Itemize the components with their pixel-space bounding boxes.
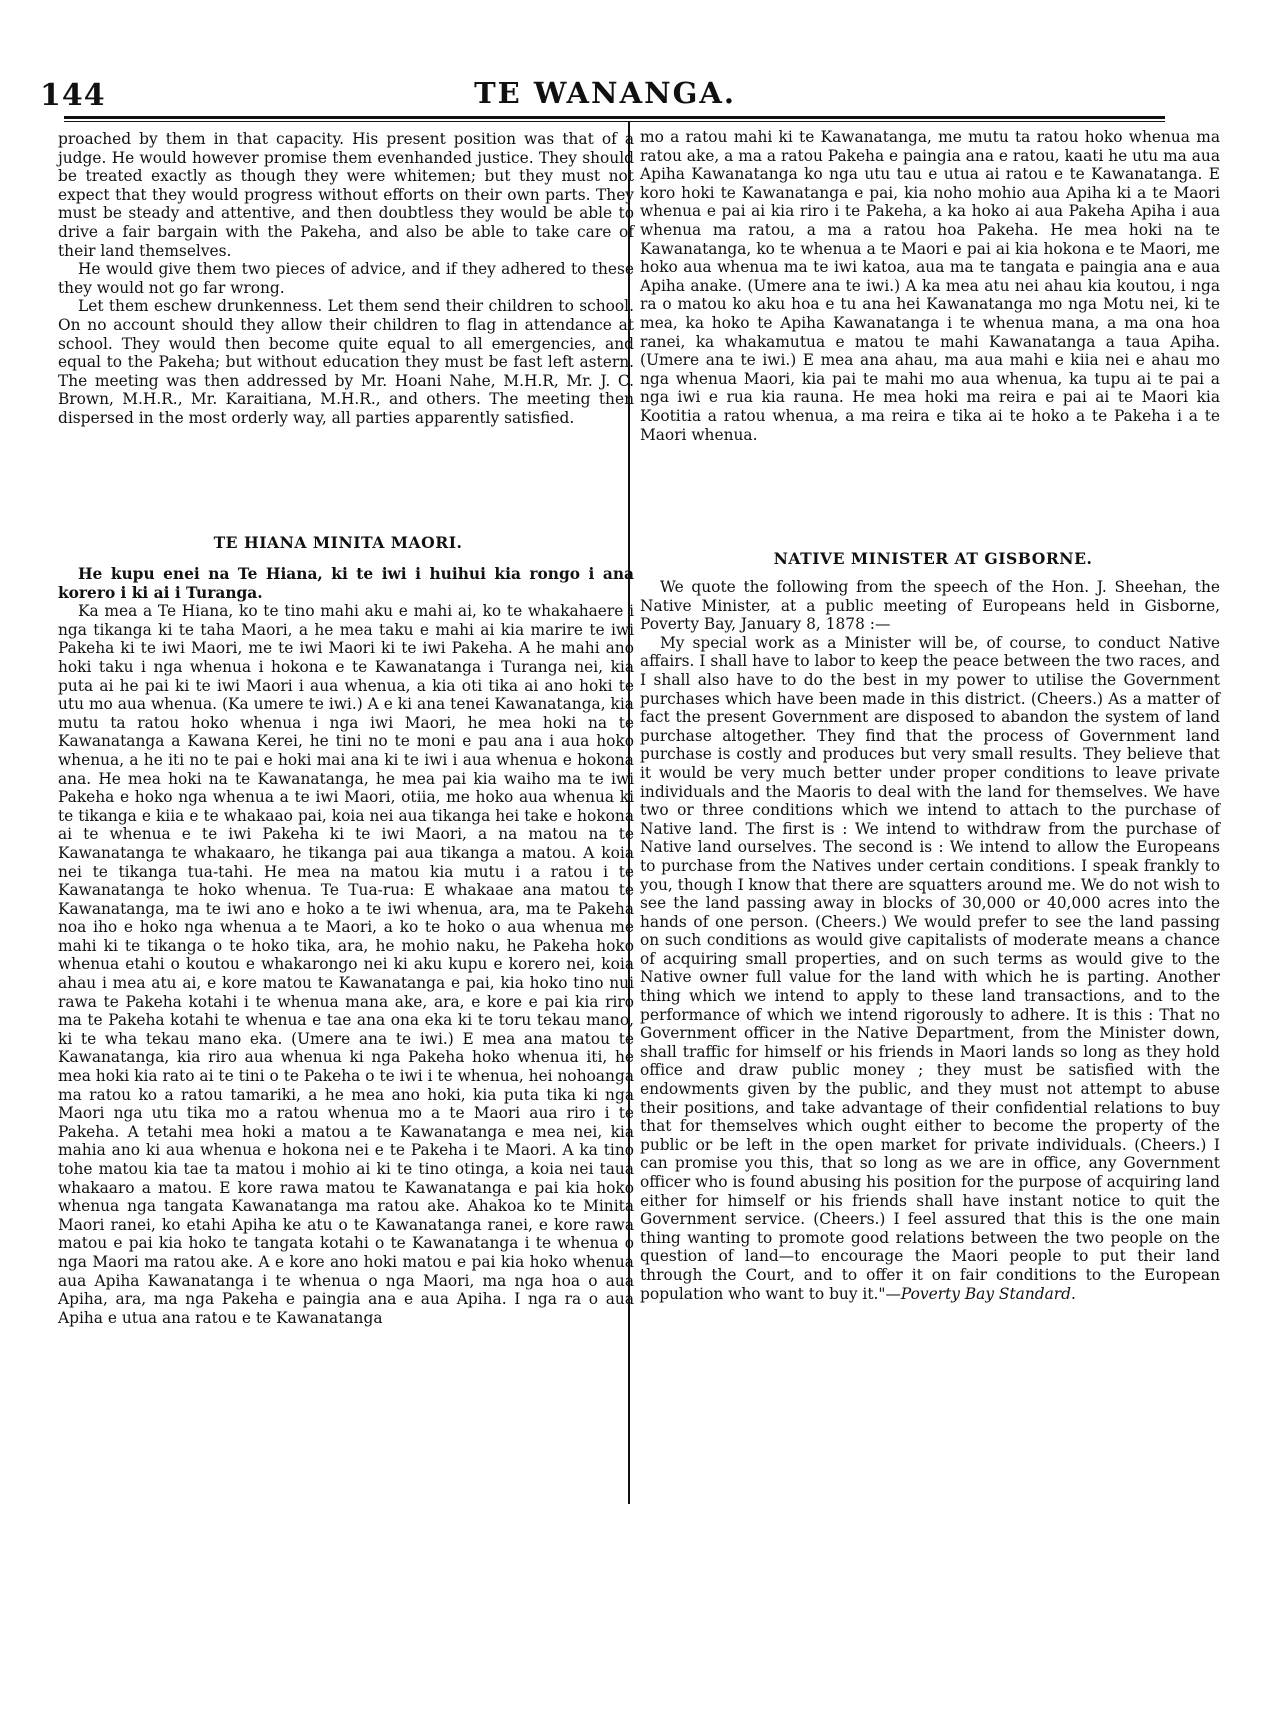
header-rule-thin bbox=[64, 121, 1165, 122]
source-credit: Poverty Bay Standard. bbox=[900, 1284, 1076, 1303]
header-rule bbox=[64, 116, 1165, 119]
left-column-article bbox=[58, 565, 634, 1327]
paragraph: mo a ratou mahi ki te Kawanatanga, me mutu ta ratou hoko whenua ma ratou ake, a ma a ratou Pakeha e paingia ana e ratou, kaati he utu ma aua Apiha Kawanatanga ko nga utu tau e utua ai ratou e te Kawanatanga. E koro hoki te Kawanatanga e pai, kia noho mohio aua Apiha ki a te Maori whenua e pai ai kia riro i te Pakeha, a ka hoko ai aua Pakeha Apiha i aua whenua ma ratou, a ma a ratou hoa Pakeha. He mea hoki na te Kawanatanga, ko te whenua a te Maori e pai ai kia hokona e te Maori, me hoko aua whenua ma te iwi katoa, aua ma te tangata e paingia ana e aua Apiha anake. (Umere ana te iwi.) A ka mea atu nei ahau kia koutou, i nga ra o matou ko aku hoa e tu ana hei Kawanatanga mo nga Motu nei, ki te mea, ka hoko te Apiha Kawanatanga i te whenua mana, a ma ona hoa ranei, ka whakamutua e matou te mahi Kawanatanga a taua Apiha. (Umere ana te iwi.) E mea ana ahau, ma aua mahi e kiia nei e ahau mo nga whenua Maori, kia pai te mahi mo aua whenua, ka tupu ai te pai a nga iwi e rua kia rauna. He mea hoki ma reira e pai ai te Maori kia Kootitia a ratou whenua, a ma reira e tika ai te hoko a te Pakeha i a te Maori whenua. bbox=[640, 128, 1220, 444]
right-column-article bbox=[640, 578, 1220, 1303]
article-intro: We quote the following from the speech of the Hon. J. Sheehan, the Native Minister, at a public meeting of Europeans held in Gisborne, Poverty Bay, January 8, 1878 :— bbox=[640, 578, 1220, 634]
paragraph: proached by them in that capacity. His present position was that of a judge. He would however promise them evenhanded justice. They should be treated exactly as though they were whitemen; but they must not expect that they would progress without efforts on their own parts. They must be steady and attentive, and then doubtless they would be able to drive a fair bargain with the Pakeha, and also be able to take care of their land themselves. bbox=[58, 130, 634, 260]
paragraph: He would give them two pieces of advice, and if they adhered to these they would not go far wrong. bbox=[58, 260, 634, 297]
paragraph: Let them eschew drunkenness. Let them send their children to school. On no account should they allow their children to flag in attendance at school. They would then become quite equal to all emergencies, and equal to the Pakeha; but without education they must be fast left astern. The meeting was then addressed by Mr. Hoani Nahe, M.H.R, Mr. J. C. Brown, M.H.R., Mr. Karaitiana, M.H.R., and others. The meeting then dispersed in the most orderly way, all parties apparently satisfied. bbox=[58, 297, 634, 427]
running-head bbox=[40, 78, 1170, 112]
speech-text: My special work as a Minister will be, of course, to conduct Native affairs. I shall have to labor to keep the peace between the two races, and I shall also have to do the best in my power to utilise the Government purchases which have been made in this district. (Cheers.) As a matter of fact the present Government are disposed to abandon the system of land purchase altogether. They find that the process of Government land purchase is costly and produces but very small results. They believe that it would be very much better under proper conditions to leave private individuals and the Maoris to deal with the land for themselves. We have two or three conditions which we intend to attach to the purchase of Native land. The first is : We intend to withdraw from the purchase of Native land ourselves. The second is : We intend to allow the Europeans to purchase from the Natives under certain conditions. I speak frankly to you, though I know that there are squatters around me. We do not wish to see the land passing away in blocks of 30,000 or 40,000 acres into the hands of one person. (Cheers.) We would prefer to see the land passing on such conditions as would give capitalists of moderate means a chance of acquiring small properties, and on such terms as would give to the Native owner full value for the land with which he is parting. Another thing which we intend to apply to these land transactions, and to the performance of which we intend rigorously to adhere. It is this : That no Government officer in the Native Department, from the Minister down, shall traffic for himself or his friends in Maori lands so long as they hold office and draw public money ; they must be satisfied with the endowments given by the public, and they must not attempt to abuse their positions, and take advantage of their confidential relations to buy that for themselves which ought either to become the property of the public or be left in the open market for private individuals. (Cheers.) I can promise you this, that so long as we are in office, any Government officer who is found abusing his position for the purpose of acquiring land either for himself or his friends shall have instant notice to quit the Government service. (Cheers.) I feel assured that this is the one main thing wanting to promote good relations between the two people on the question of land—to encourage the Maori people to put their land through the Court, and to offer it on fair conditions to the European population who want to buy it."— bbox=[640, 633, 1220, 1303]
left-column-continuation bbox=[58, 130, 634, 428]
article-body bbox=[640, 634, 1220, 1303]
page-number: 144 bbox=[40, 78, 106, 113]
right-column-continuation bbox=[640, 128, 1220, 444]
article-lead: He kupu enei na Te Hiana, ki te iwi i huihui kia rongo i ana korero i ki ai i Turanga. bbox=[58, 565, 634, 602]
article-heading-te-hiana: TE HIANA MINITA MAORI. bbox=[213, 533, 463, 552]
masthead-title: TE WANANGA. bbox=[474, 76, 736, 110]
article-body: Ka mea a Te Hiana, ko te tino mahi aku e mahi ai, ko te whakahaere i nga tikanga ki te taha Maori, a he mea taku e mahi ai kia marire te iwi Pakeha ki te iwi Maori, me te iwi Maori ki te iwi Pakeha. A he mahi ano hoki taku i nga whenua i hokona e te Kawanatanga i Turanga nei, kia puta ai he pai ki te iwi Maori i aua whenua, a kia oti tika ai ano hoki te utu mo aua whenua. (Ka umere te iwi.) A e ki ana tenei Kawanatanga, kia mutu ta ratou hoko whenua i nga iwi Maori, he mea hoki na te Kawanatanga a Kawana Kerei, he tini no te moni e pau ana i aua hoko whenua, a he iti no te pai e hoki mai ana ki te iwi i aua whenua e hokona ana. He mea hoki na te Kawanatanga, he mea pai kia waiho ma te iwi Pakeha e hoko nga whenua a te iwi Maori, otiia, me hoko aua whenua ki te tikanga e kiia e te whakaao pai, koia nei aua tikanga hei take e hokona ai te whenua e te iwi Pakeha ki te iwi Maori, a na matou na te Kawanatanga te whakaaro, he tikanga pai aua tikanga a matou. A koia nei te tikanga tua-tahi. He mea na matou kia mutu i a ratou i te Kawanatanga te hoko whenua. Te Tua-rua: E whakaae ana matou te Kawanatanga, ma te iwi ano e hoko a te iwi whenua, ara, ma te Pakeha noa iho e hoko nga whenua a te Maori, a ko te hoko o aua whenua me mahi ki te tikanga o te hoko tika, ara, he mohio naku, he Pakeha hoko whenua etahi o koutou e whakarongo nei ki aku kupu e korero nei, koia ahau i mea atu ai, e kore matou te Kawanatanga e pai, kia hoko tino nui rawa te Pakeha kotahi i te whenua mana ake, ara, e kore e pai kia riro ma te Pakeha kotahi te whenua e tae ana ona eka ki te toru tekau mano, ki te wha tekau mano eka. (Umere ana te iwi.) E mea ana matou te Kawanatanga, kia riro aua whenua ki nga Pakeha hoko whenua iti, he mea hoki kia rato ai te tini o te Pakeha o te iwi i te whenua, hei nohoanga ma ratou ko a ratou tamariki, a he mea ano hoki, kia puta tika ki nga Maori nga utu tika mo a ratou whenua mo a te Maori aua riro i te Pakeha. A tetahi mea hoki a matou a te Kawanatanga e mea nei, kia mahia ano ki aua whenua e hokona nei e te Pakeha i te Maori. A ka tino tohe matou kia tae ta matou i mohio ai ki te tino otinga, a koia nei taua whakaaro a matou. E kore rawa matou te Kawanatanga e pai kia hoko whenua nga tangata Kawanatanga ma ratou ake. Ahakoa ko te Minita Maori ranei, ko etahi Apiha ke atu o te Kawanatanga ranei, e kore rawa matou e pai kia hoko te tangata kotahi o te Kawanatanga i te whenua o nga Maori ma ratou ake. A e kore ano hoki matou e pai kia hoko whenua aua Apiha Kawanatanga i te whenua o nga Maori, ma nga hoa o aua Apiha, ara, ma nga Pakeha e paingia ana e aua Apiha. I nga ra o aua Apiha e utua ana ratou e te Kawanatanga bbox=[58, 602, 634, 1327]
article-heading-native-minister: NATIVE MINISTER AT GISBORNE. bbox=[773, 549, 1093, 568]
